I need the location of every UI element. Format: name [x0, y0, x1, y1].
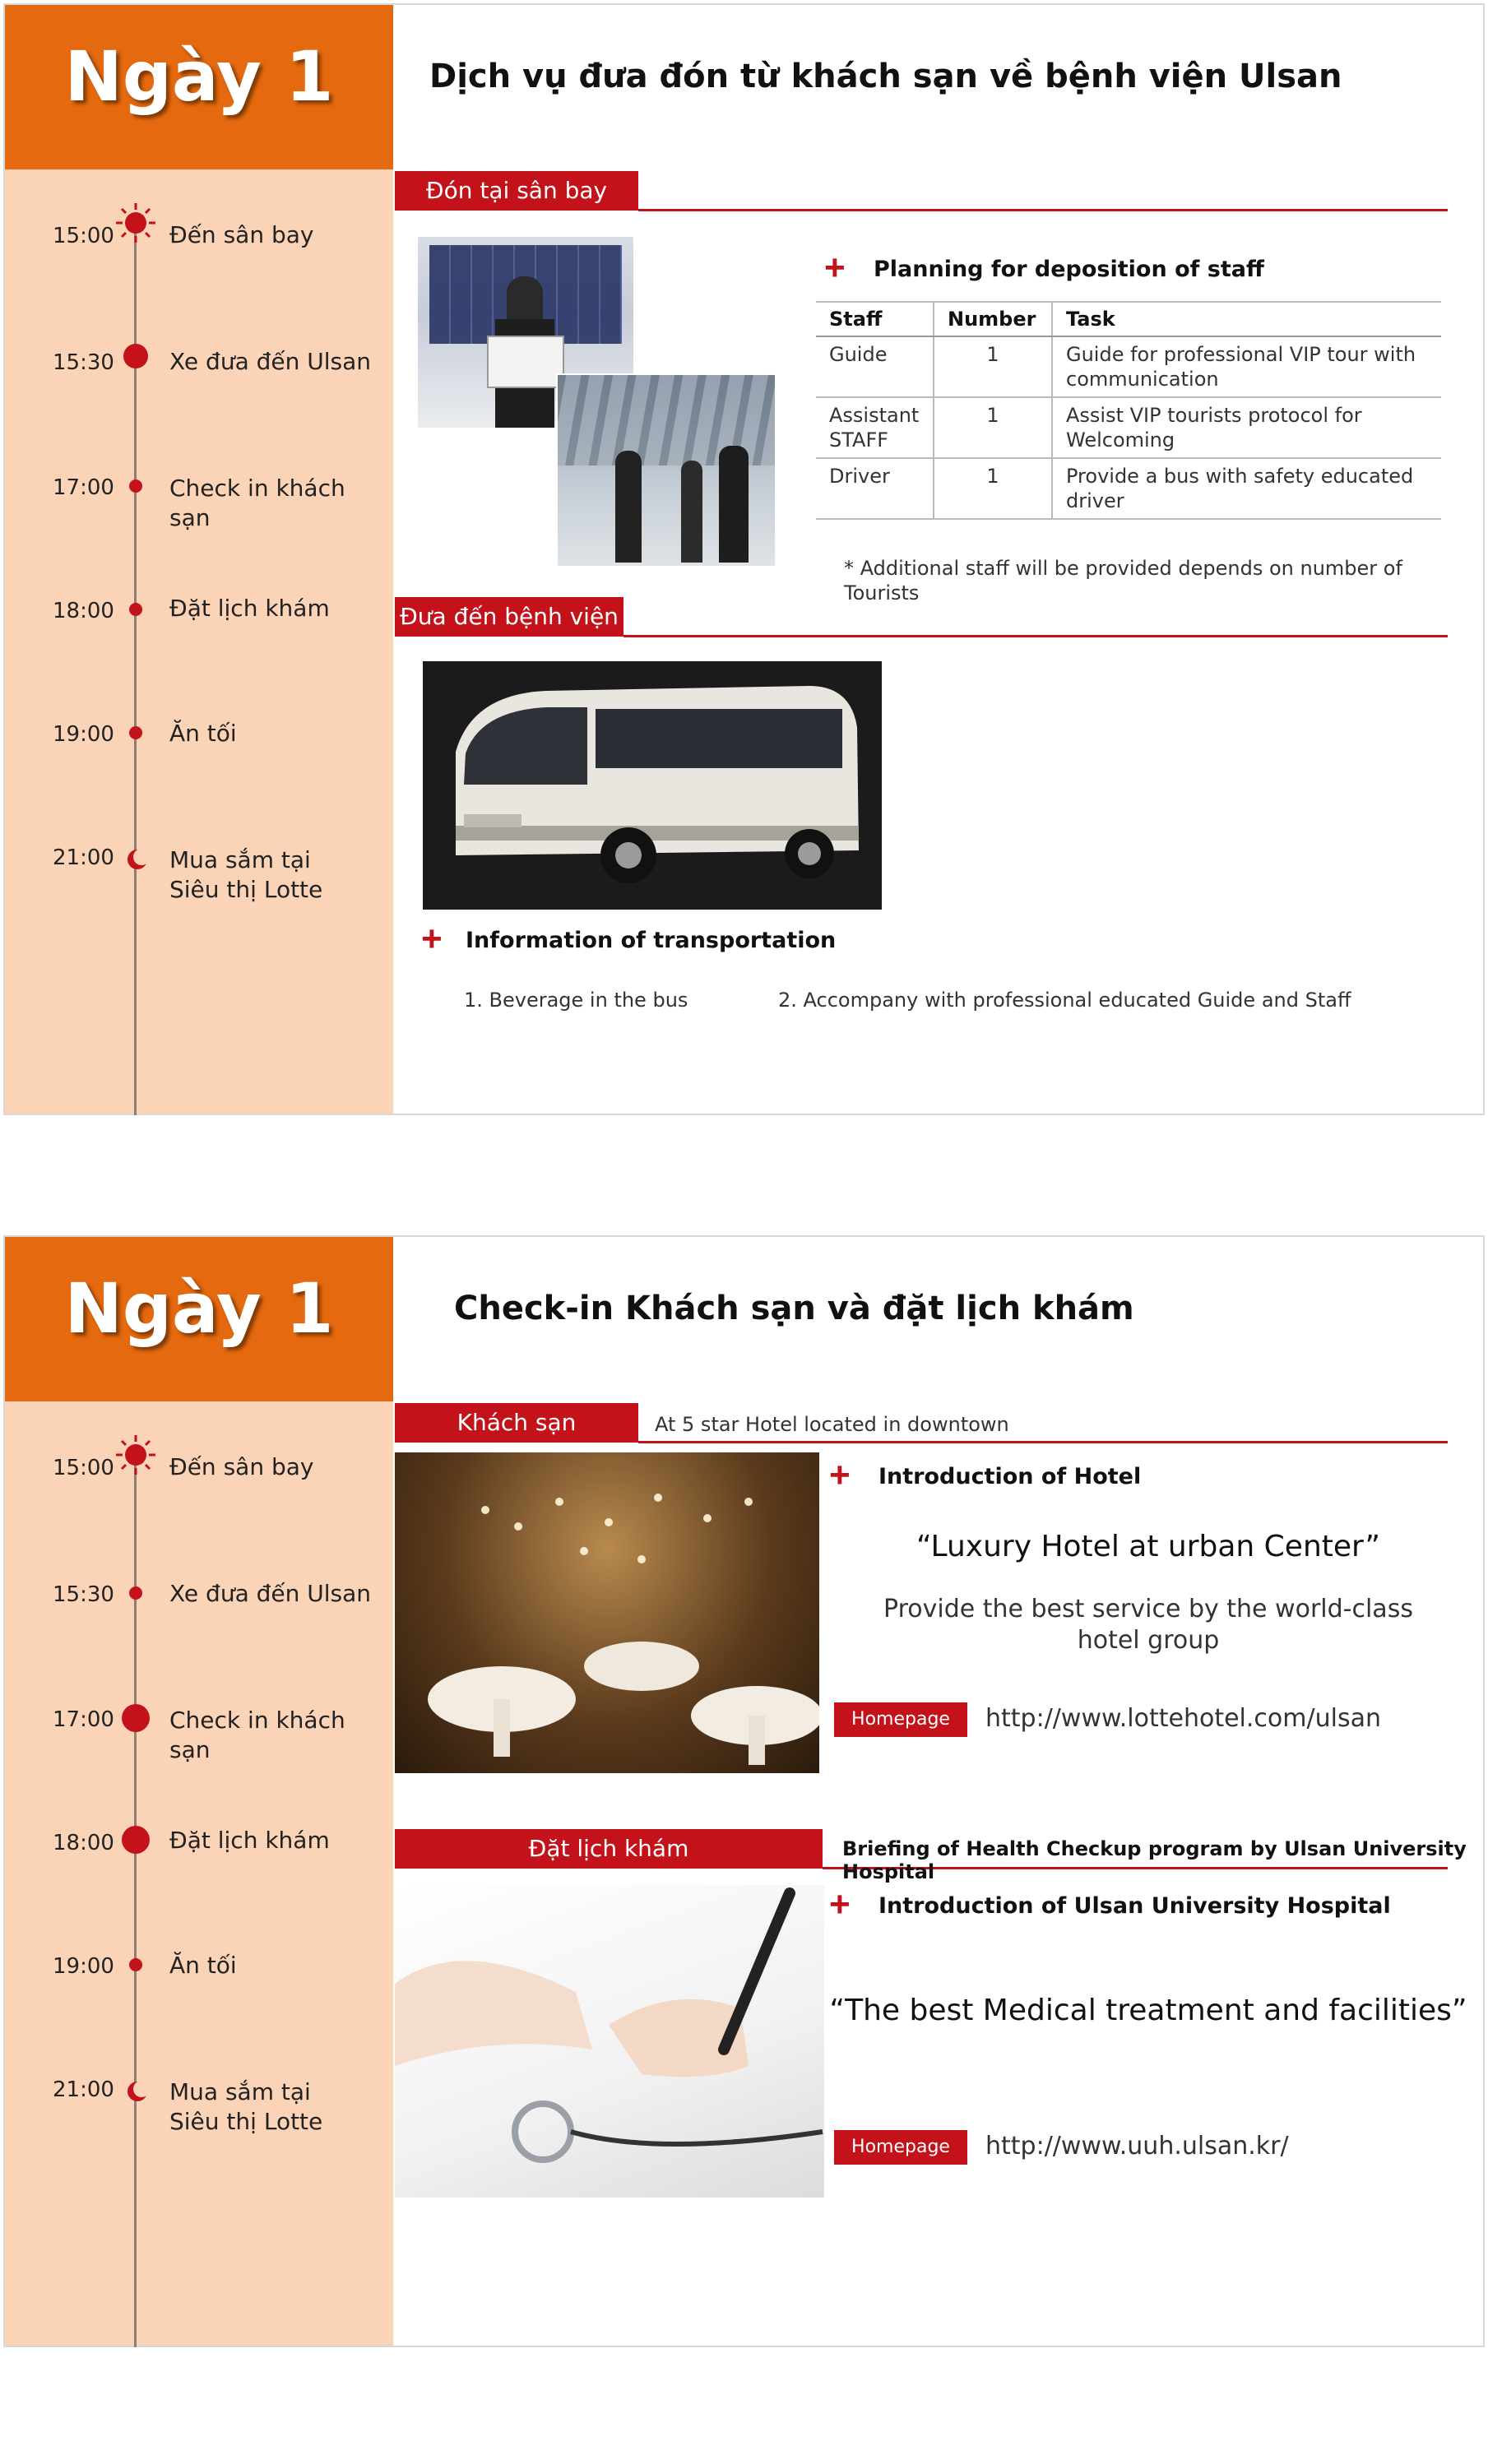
- section-rule: [638, 209, 1448, 211]
- staff-table: [816, 301, 1441, 520]
- timeline-sidebar: [5, 5, 393, 1114]
- sun-icon: [115, 1434, 156, 1475]
- plus-icon: +: [421, 919, 443, 959]
- table-row: [816, 397, 1441, 458]
- day-title: Ngày 1: [64, 36, 334, 117]
- timeline-time: 21:00: [53, 845, 114, 870]
- day-header: [5, 1237, 393, 1401]
- timeline-time: 17:00: [53, 1707, 114, 1732]
- moon-icon: [125, 847, 150, 872]
- homepage-button[interactable]: Homepage: [834, 1702, 967, 1737]
- plus-icon: +: [824, 248, 846, 288]
- table-cell: Guide: [816, 336, 934, 397]
- timeline-dot: [129, 603, 142, 616]
- timeline-label: Đặt lịch khám: [169, 595, 330, 622]
- hospital-intro-title: Introduction of Ulsan University Hospital: [878, 1893, 1391, 1919]
- table-cell: Driver: [816, 458, 934, 519]
- hospital-quote: “The best Medical treatment and facilities”: [829, 1994, 1467, 2027]
- hotel-description: Provide the best service by the world-class: [883, 1595, 1413, 1623]
- timeline-dot: [129, 726, 142, 739]
- table-cell: 1: [934, 458, 1052, 519]
- day-header: [5, 5, 393, 169]
- timeline-label: Ăn tối: [169, 1952, 237, 1979]
- section-rule: [638, 1441, 1448, 1443]
- timeline-time: 17:00: [53, 475, 114, 500]
- slide-transfer: [3, 3, 1485, 1115]
- hotel-restaurant-photo: [395, 1452, 819, 1773]
- timeline-time: 19:00: [53, 722, 114, 747]
- timeline-label: Check in khách sạn: [169, 1707, 345, 1763]
- section-tag-booking: Đặt lịch khám: [395, 1829, 823, 1869]
- timeline-sidebar: [5, 1237, 393, 2346]
- timeline-time: 15:00: [53, 1456, 114, 1480]
- timeline-dot: [129, 1586, 142, 1600]
- sun-icon: [115, 202, 156, 243]
- timeline-dot: [129, 1958, 142, 1971]
- timeline-dot: [129, 479, 142, 493]
- airport-greeting-photo: [556, 373, 776, 567]
- hotel-url-link[interactable]: http://www.lottehotel.com/ulsan: [985, 1704, 1381, 1733]
- timeline-label: Đến sân bay: [169, 1453, 314, 1480]
- hospital-url-link[interactable]: http://www.uuh.ulsan.kr/: [985, 2132, 1289, 2161]
- timeline-dot-large: [123, 344, 148, 368]
- transport-title: Information of transportation: [466, 928, 837, 953]
- timeline-label: Xe đưa đến Ulsan: [169, 348, 372, 375]
- page-title: Check-in Khách sạn và đặt lịch khám: [454, 1290, 1134, 1327]
- timeline-dot-large: [122, 1826, 150, 1854]
- table-row: [816, 458, 1441, 519]
- transport-item: 2. Accompany with professional educated Guide and Staff: [778, 989, 1351, 1012]
- hotel-description: hotel group: [1077, 1626, 1220, 1655]
- timeline-label: Đến sân bay: [169, 221, 314, 248]
- timeline-label: Siêu thị Lotte: [169, 2108, 323, 2135]
- moon-icon: [125, 2079, 150, 2104]
- timeline-label: Đặt lịch khám: [169, 1827, 330, 1854]
- hotel-caption: At 5 star Hotel located in downtown: [655, 1413, 1009, 1436]
- checkup-form-photo: [395, 1885, 824, 2198]
- plus-icon: +: [829, 1455, 851, 1495]
- booking-caption: Briefing of Health Checkup program by Ulsan University Hospital: [842, 1837, 1467, 1883]
- timeline-time: 21:00: [53, 2077, 114, 2102]
- timeline-label: Ăn tối: [169, 720, 237, 747]
- section-rule: [623, 635, 1448, 637]
- timeline-label: Check in khách sạn: [169, 475, 345, 531]
- day-title: Ngày 1: [64, 1268, 334, 1349]
- table-row: [816, 336, 1441, 397]
- slide-hotel-checkin: [3, 1235, 1485, 2347]
- table-header: Number: [934, 302, 1052, 336]
- hotel-intro-title: Introduction of Hotel: [878, 1464, 1142, 1489]
- bus-photo: [423, 661, 882, 910]
- section-tag-hospital: Đưa đến bệnh viện: [395, 597, 623, 637]
- transport-item: 1. Beverage in the bus: [464, 989, 688, 1012]
- table-header: Staff: [816, 302, 934, 336]
- timeline-label: Xe đưa đến Ulsan: [169, 1580, 372, 1607]
- table-cell: Guide for professional VIP tour with communication: [1052, 336, 1441, 397]
- timeline-time: 15:00: [53, 224, 114, 248]
- hotel-quote: “Luxury Hotel at urban Center”: [916, 1530, 1380, 1563]
- timeline-label: Mua sắm tại: [169, 846, 311, 873]
- page-title: Dịch vụ đưa đón từ khách sạn về bệnh viện Ulsan: [429, 58, 1342, 95]
- timeline-time: 18:00: [53, 599, 114, 623]
- table-cell: 1: [934, 397, 1052, 458]
- timeline-time: 18:00: [53, 1831, 114, 1855]
- timeline-time: 15:30: [53, 350, 114, 375]
- table-cell: Assistant STAFF: [816, 397, 934, 458]
- homepage-button[interactable]: Homepage: [834, 2130, 967, 2165]
- timeline-dot-large: [122, 1704, 150, 1732]
- table-cell: Assist VIP tourists protocol for Welcoming: [1052, 397, 1441, 458]
- table-cell: 1: [934, 336, 1052, 397]
- section-tag-hotel: Khách sạn: [395, 1403, 638, 1443]
- timeline-label: Siêu thị Lotte: [169, 876, 323, 903]
- plus-icon: +: [829, 1884, 851, 1924]
- staff-note: * Additional staff will be provided depends on number of Tourists: [844, 557, 1402, 604]
- table-header: Task: [1052, 302, 1441, 336]
- section-tag-pickup: Đón tại sân bay: [395, 171, 638, 211]
- timeline-time: 15:30: [53, 1582, 114, 1607]
- planning-title: Planning for deposition of staff: [874, 257, 1264, 282]
- table-cell: Provide a bus with safety educated driver: [1052, 458, 1441, 519]
- timeline-label: Mua sắm tại: [169, 2078, 311, 2105]
- timeline-time: 19:00: [53, 1954, 114, 1979]
